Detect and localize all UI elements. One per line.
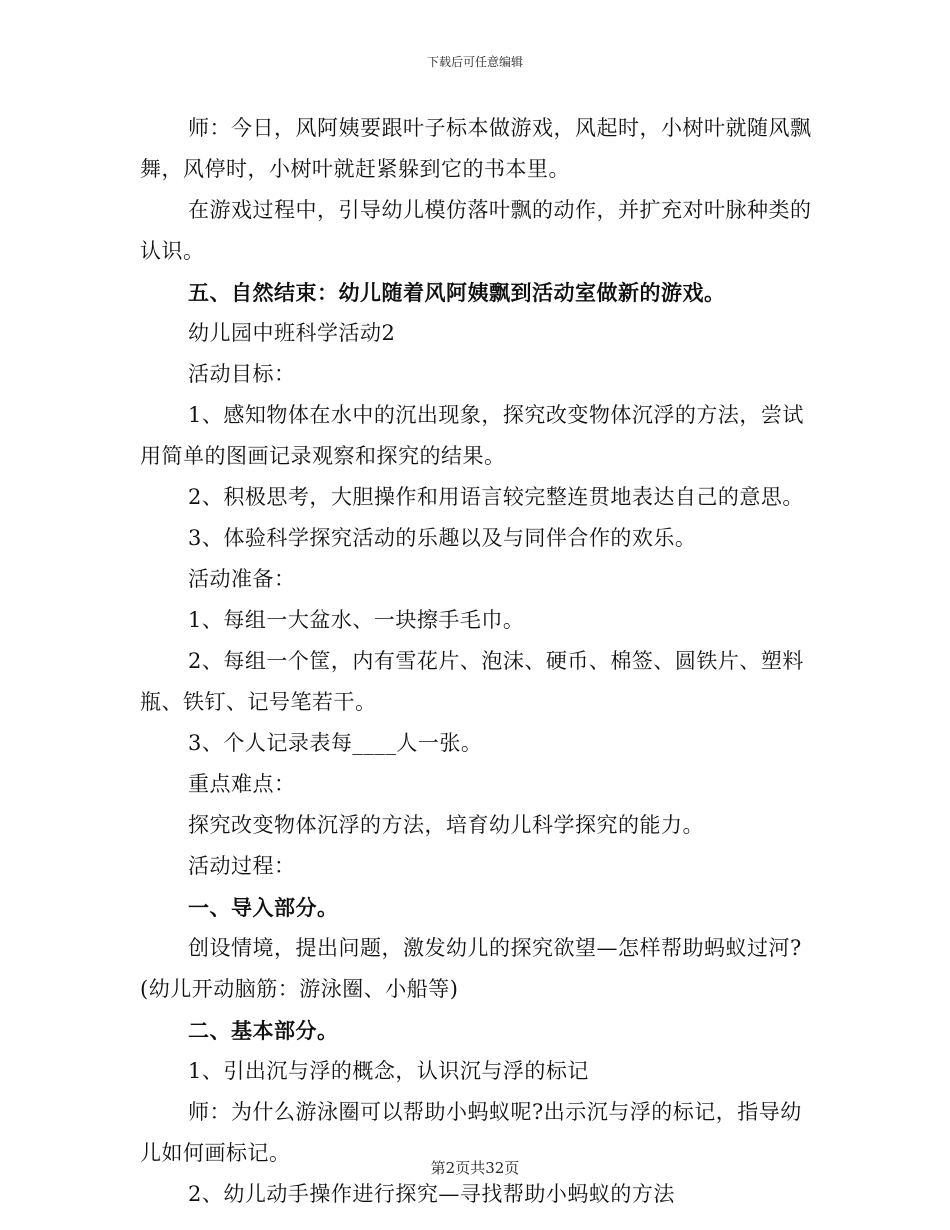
paragraph: 重点难点： (188, 772, 296, 796)
list-item: 1、引出沉与浮的概念，认识沉与浮的标记 (188, 1059, 589, 1083)
page-footer: 第2页共32页 (430, 1159, 520, 1177)
page-header: 下载后可任意编辑 (426, 55, 523, 69)
list-item: 2、每组一个筐，内有雪花片、泡沫、硬币、棉签、圆铁片、塑料瓶、铁钉、记号笔若干。 (140, 649, 804, 714)
paragraph: 活动过程： (188, 854, 296, 878)
list-item: 3、个人记录表每____人一张。 (188, 731, 483, 755)
section-heading: 五、自然结束：幼儿随着风阿姨飘到活动室做新的游戏。 (188, 280, 726, 305)
section-heading: 二、基本部分。 (188, 1018, 339, 1043)
list-item: 1、感知物体在水中的沉出现象，探究改变物体沉浮的方法，尝试用简单的图画记录观察和探究的结果。 (140, 403, 804, 468)
document-body (140, 108, 812, 1215)
paragraph: 探究改变物体沉浮的方法，培育幼儿科学探究的能力。 (188, 813, 704, 837)
paragraph: 活动准备： (188, 567, 296, 591)
paragraph: 活动目标： (188, 362, 296, 386)
paragraph: 师：为什么游泳圈可以帮助小蚂蚁呢?出示沉与浮的标记，指导幼儿如何画标记。 (140, 1100, 802, 1165)
list-item: 2、幼儿动手操作进行探究—寻找帮助小蚂蚁的方法 (188, 1182, 675, 1206)
list-item: 3、体验科学探究活动的乐趣以及与同伴合作的欢乐。 (188, 526, 697, 550)
subtitle: 幼儿园中班科学活动2 (188, 321, 396, 345)
list-item: 1、每组一大盆水、一块擦手毛巾。 (188, 608, 525, 632)
paragraph: 师：今日，风阿姨要跟叶子标本做游戏，风起时，小树叶就随风飘舞，风停时，小树叶就赶紧躲到它的书本里。 (140, 116, 812, 181)
paragraph: 创设情境，提出问题，激发幼儿的探究欲望—怎样帮助蚂蚁过河?(幼儿开动脑筋：游泳圈、小船等) (140, 936, 802, 1001)
list-item: 2、积极思考，大胆操作和用语言较完整连贯地表达自己的意思。 (188, 485, 804, 509)
paragraph: 在游戏过程中，引导幼儿模仿落叶飘的动作，并扩充对叶脉种类的认识。 (140, 198, 812, 263)
section-heading: 一、导入部分。 (188, 895, 339, 920)
